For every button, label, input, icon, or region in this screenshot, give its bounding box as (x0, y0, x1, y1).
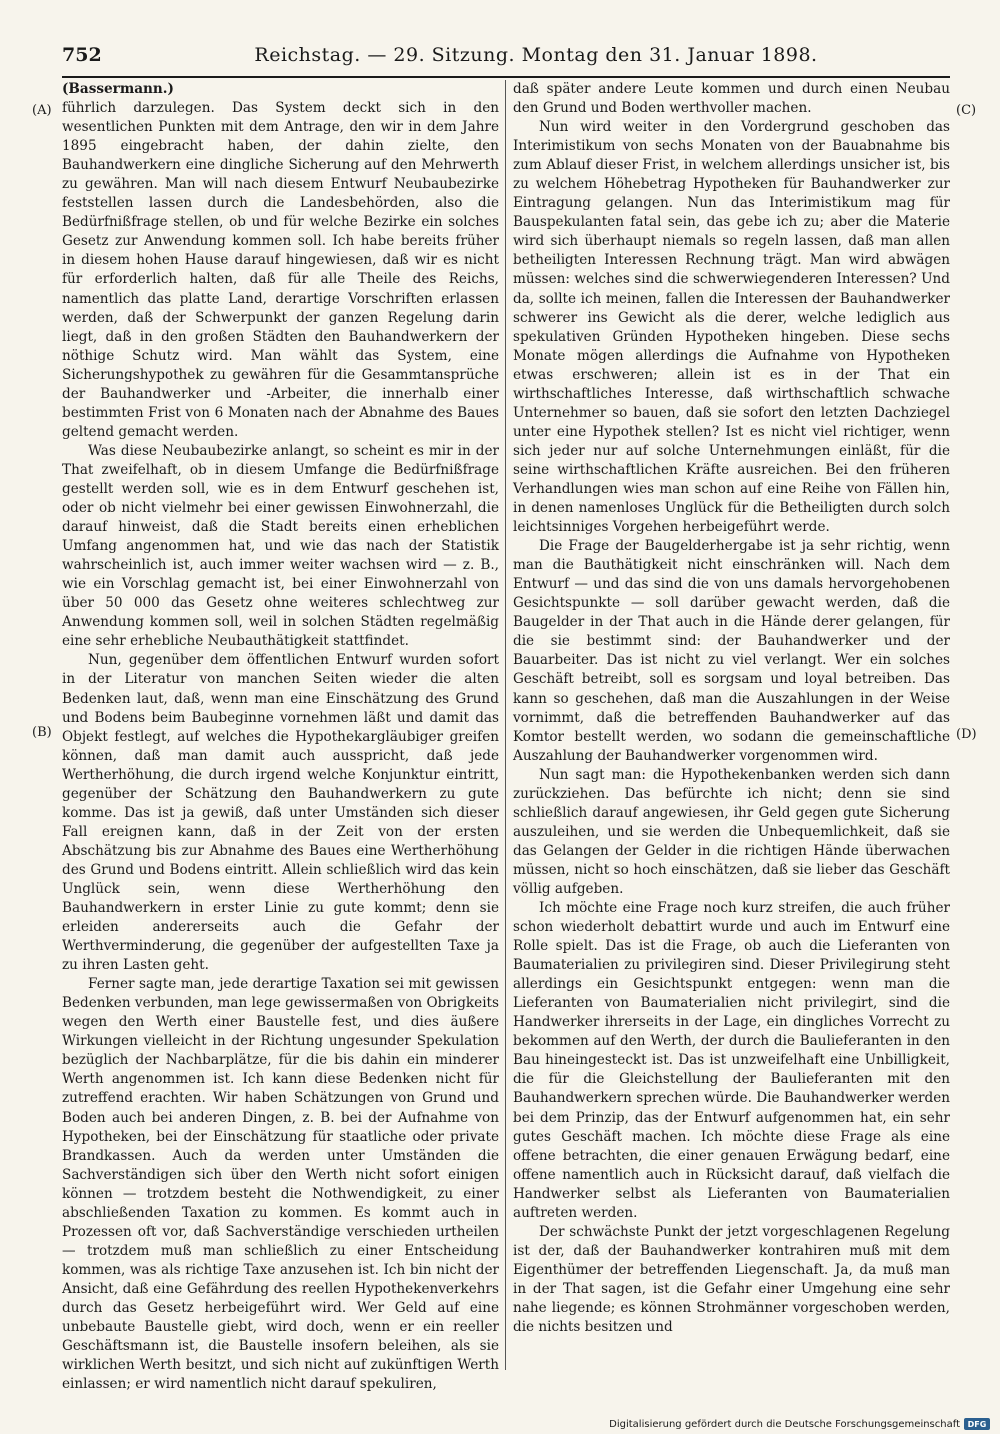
dfg-logo-icon: DFG (964, 1418, 990, 1430)
paragraph: Der schwächste Punkt der jetzt vorgeschlagenen Regelung ist der, daß der Bauhandwerker kontrahiren muß mit dem Eigenthümer der betreffenden Liegenschaft. Ja, da muß man in der That sagen, ist die Gefahr einer Umgehung eine sehr nahe liegende; es können Strohmänner vorgeschoben werden, die nichts besitzen und (513, 1223, 950, 1336)
right-column (513, 80, 950, 1376)
paragraph: Nun, gegenüber dem öffentlichen Entwurf wurden sofort in der Literatur von manchen Seiten wieder die alten Bedenken laut, daß, wenn man eine Einschätzung des Grund und Bodens beim Baubeginne vornehmen läßt und damit das Objekt festlegt, auf welches die Hypothekargläubiger greifen können, daß man damit auch ausspricht, daß jede Wertherhöhung, die durch irgend welche Konjunktur eintritt, gegenüber der Schätzung den Bauhandwerkern zu gute komme. Das ist ja gewiß, daß unter Umständen sich dieser Fall ereignen kann, daß in der Zeit von der ersten Abschätzung bis zur Abnahme des Baues eine Wertherhöhung des Grund und Bodens eintritt. Allein schließlich wird das kein Unglück sein, wenn diese Wertherhöhung den Bauhandwerkern in erster Linie zu gute kommt; denn sie erleiden andererseits auch die Gefahr der Werthverminderung, die gegenüber der aufgestellten Taxe ja zu ihren Lasten geht. (62, 652, 499, 974)
page-header (62, 44, 950, 76)
margin-marker-b: (B) (32, 725, 52, 740)
paragraph: Nun wird weiter in den Vordergrund geschoben das Interimistikum von sechs Monaten von der Bauabnahme bis zum Ablauf dieser Frist, in welchem allerdings unsicher ist, bis zu welchem Höhebetrag Hypotheken für Bauhandwerker zur Eintragung gelangen. Nun das Interimistikum mag für Bauspekulanten fatal sein, das gebe ich zu; aber die Materie wird sich überhaupt niemals so regeln lassen, daß man allen betheiligten Interessen Rechnung trägt. Man wird abwägen müssen: welches sind die schwerwiegenderen Interessen? Und da, sollte ich meinen, fallen die Interessen der Bauhandwerker schwerer ins Gewicht als die derer, welche lediglich aus spekulativen Gründen Hypotheken hingeben. Diese sechs Monate mögen allerdings die Aufnahme von Hypotheken etwas erschweren; allein ist es in der That ein wirthschaftliches Interesse, daß wirthschaftlich schwache Unternehmer so bauen, daß sie sofort den letzten Dachziegel unter eine Hypothek stellen? Ist es nicht viel richtiger, wenn sich jeder nur auf solche Unternehmungen einläßt, für die seine wirthschaftlichen Kräfte ausreichen. Bei den früheren Verhandlungen wies man schon auf eine Reihe von Fällen hin, in denen namenloses Unglück für die Betheiligten durch solch leichtsinniges Vorgehen herbeigeführt werde. (513, 119, 950, 536)
paragraph: Was diese Neubaubezirke anlangt, so scheint es mir in der That zweifelhaft, ob in diesem Umfange die Bedürfnißfrage gestellt werden soll, wie es in dem Entwurf geschehen ist, oder ob nicht vielmehr bei einer gewissen Einwohnerzahl, die darauf hinweist, daß die Stadt bereits einen erheblichen Umfang angenommen hat, und wie das nach der Statistik wahrscheinlich ist, auch immer weiter wachsen wird — z. B., wie ein Vorschlag gemacht ist, bei einer Einwohnerzahl von über 50 000 das Gesetz ohne weiteres schlechtweg zur Anwendung kommen soll, weil in solchen Städten regelmäßig eine sehr erhebliche Neubauthätigkeit stattfindet. (62, 442, 499, 650)
digitization-footer (560, 1416, 990, 1432)
footer-text: Digitalisierung gefördert durch die Deutsche Forschungsgemeinschaft (609, 1418, 960, 1430)
paragraph: Ferner sagte man, jede derartige Taxation sei mit gewissen Bedenken verbunden, man lege gewissermaßen von Obrigkeits wegen den Werth einer Baustelle fest, und dies äußere Wirkungen vielleicht in der Richtung ungesunder Spekulation bezüglich der Nachbarplätze, für die bis dahin ein minderer Werth angenommen ist. Ich kann diese Bedenken nicht für zutreffend erachten. Wir haben Schätzungen von Grund und Boden auch bei anderen Dingen, z. B. bei der Aufnahme von Hypotheken, bei der Einschätzung für staatliche oder private Brandkassen. Auch da werden unter Umständen die Sachverständigen sich über den Werth nicht sofort einigen können — trotzdem besteht die Nothwendigkeit, zu einer abschließenden Taxation zu kommen. Es kommt auch in Prozessen oft vor, daß Sachverständige verschieden urtheilen — trotzdem muß man schließlich zu einer Entscheidung kommen, was als richtige Taxe anzusehen ist. Ich bin nicht der Ansicht, daß eine Gefährdung des reellen Hypothekenverkehrs durch das Gesetz herbeigeführt wird. Wer Geld auf eine unbebaute Baustelle giebt, wird doch, wenn er ein reeller Geschäftsmann ist, die Baustelle insofern beleihen, als sie wirklichen Werth besitzt, und sich nicht auf zukünftigen Werth einlassen; er wird namentlich nicht darauf spekuliren, (62, 976, 499, 1393)
column-divider (505, 80, 506, 1370)
paragraph: Nun sagt man: die Hypothekenbanken werden sich dann zurückziehen. Das befürchte ich nicht; denn sie sind schließlich darauf angewiesen, ihr Geld gegen gute Sicherung auszuleihen, und sie werden die Unbequemlichkeit, daß sie das Gelangen der Gelder in die richtigen Hände überwachen müssen, nicht so hoch einschätzen, daß sie lieber das Geschäft völlig aufgeben. (513, 766, 950, 897)
margin-marker-d: (D) (956, 727, 977, 742)
paragraph: führlich darzulegen. Das System deckt sich in den wesentlichen Punkten mit dem Antrage, den wir in dem Jahre 1895 eingebracht haben, der dahin zielte, den Bauhandwerkern eine dingliche Sicherung auf den Mehrwerth zu gewähren. Man will nach diesem Entwurf Neubaubezirke feststellen lassen durch die Landesbehörden, also die Bedürfnißfrage stellen, ob und für welche Bezirke ein solches Gesetz zur Anwendung kommen soll. Ich habe bereits früher in diesem hohen Hause darauf hingewiesen, daß wir es nicht für erforderlich halten, daß für alle Theile des Reichs, namentlich das platte Land, derartige Vorschriften erlassen werden, daß der Schwerpunkt der ganzen Regelung darin liegt, daß in den großen Städten den Bauhandwerkern der nöthige Schutz wird. Man wählt das System, eine Sicherungshypothek zu gewähren für die Gesammtansprüche der Bauhandwerker und -Arbeiter, die innerhalb einer bestimmten Frist von 6 Monaten nach der Abnahme des Baues geltend gemacht werden. (62, 100, 499, 440)
paragraph: daß später andere Leute kommen und durch einen Neubau den Grund und Boden werthvoller machen. (513, 81, 950, 117)
paragraph: Ich möchte eine Frage noch kurz streifen, die auch früher schon wiederholt debattirt wurde und auch im Entwurf eine Rolle spielt. Das ist die Frage, ob auch die Lieferanten von Baumaterialien zu privilegiren sind. Dieser Privilegirung steht allerdings ein Gesichtspunkt entgegen: wenn man die Lieferanten von Baumaterialien nicht privilegirt, sind die Handwerker ihrerseits in der Lage, ein dingliches Vorrecht zu bekommen auf den Werth, der durch die Baulieferanten in den Bau hineingesteckt ist. Das ist unzweifelhaft eine Unbilligkeit, die für die Gleichstellung der Baulieferanten mit den Bauhandwerkern sprechen würde. Die Bauhandwerker werden bei dem Prinzip, das der Entwurf aufgenommen hat, ein sehr gutes Geschäft machen. Ich möchte diese Frage als eine offene betrachten, die einer genauen Erwägung bedarf, eine offene namentlich auch in Rücksicht darauf, daß vielfach die Handwerker selbst als Lieferanten von Baumaterialien auftreten werden. (513, 900, 950, 1221)
header-rule (62, 76, 950, 78)
speaker-label: (Bassermann.) (62, 81, 174, 97)
paragraph: Die Frage der Baugelderhergabe ist ja sehr richtig, wenn man die Bauthätigkeit nicht einschränken will. Nach dem Entwurf — und das sind die von uns damals hervorgehobenen Gesichtspunkte — soll darüber gewacht werden, daß die Baugelder in der That auch in die Hände derer gelangen, für die sie bestimmt sind: der Bauhandwerker und der Bauarbeiter. Das ist nicht zu viel verlangt. Wer ein solches Geschäft betreibt, soll es sorgsam und loyal betreiben. Das kann so geschehen, daß man die Auszahlungen in der Weise vornimmt, daß die betreffenden Bauhandwerker auf das Komtor bestellt werden, wo sodann die gemeinschaftliche Auszahlung der Bauhandwerker vorgenommen wird. (513, 538, 950, 764)
margin-marker-c: (C) (956, 103, 977, 118)
running-title: Reichstag. — 29. Sitzung. Montag den 31. Januar 1898. (254, 44, 818, 66)
left-column (62, 80, 499, 1393)
margin-marker-a: (A) (32, 103, 52, 118)
page-number: 752 (62, 44, 102, 66)
